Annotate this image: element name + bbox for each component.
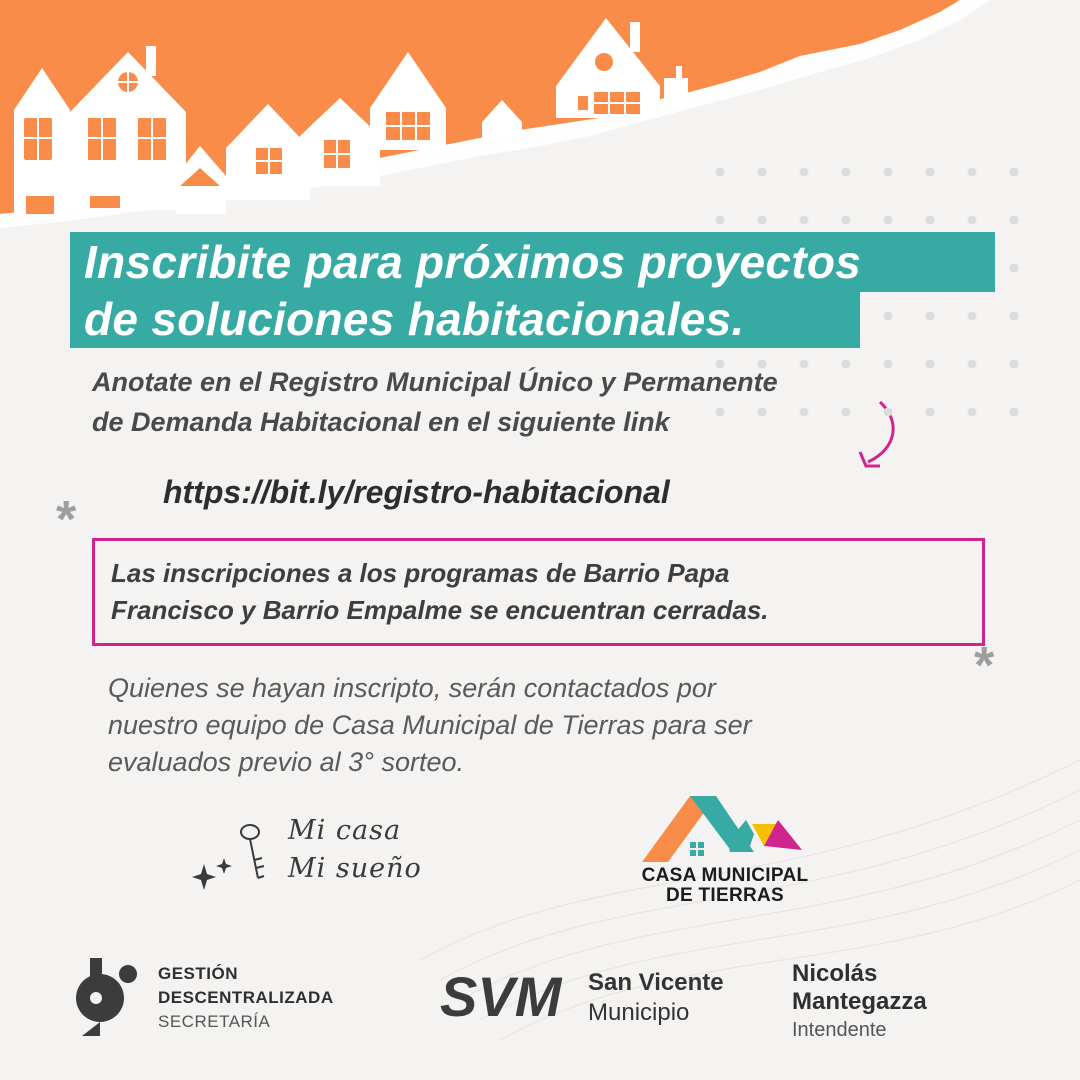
subtitle-line-1: Anotate en el Registro Municipal Único y Permanente (92, 367, 778, 397)
headline-line-2: de soluciones habitacionales. (70, 292, 860, 348)
decorative-dot (842, 216, 851, 225)
decorative-dot (758, 168, 767, 177)
decorative-dot (1010, 216, 1019, 225)
decorative-dot (968, 216, 977, 225)
registration-link[interactable]: https://bit.ly/registro-habitacional (163, 474, 670, 510)
casa-municipal-line-2: DE TIERRAS (665, 885, 785, 906)
key-sparkle-icon (188, 820, 278, 892)
decorative-dot (884, 216, 893, 225)
casa-municipal-line-1: CASA MUNICIPAL (641, 865, 809, 886)
decorative-dot (800, 168, 809, 177)
svm-logo (440, 968, 580, 1024)
municipio-line-1: San Vicente (588, 969, 724, 996)
slogan-line-1: Mi casa (288, 815, 402, 846)
decorative-dot (1010, 408, 1019, 417)
slogan-line-2: Mi sueño (288, 853, 422, 884)
notice-line-1: Las inscripciones a los programas de Barrio Papa (111, 558, 730, 588)
info-line-3: evaluados previo al 3° sorteo. (108, 747, 465, 777)
info-line-2: nuestro equipo de Casa Municipal de Tierras para ser (108, 710, 752, 740)
closed-notice-box (92, 538, 985, 646)
decorative-dot (1010, 264, 1019, 273)
decorative-dot (716, 216, 725, 225)
intendente-last-name: Mantegazza (792, 988, 927, 1015)
intendente-block (792, 960, 927, 1044)
info-line-1: Quienes se hayan inscripto, serán contactados por (108, 673, 716, 703)
gestion-line-3: SECRETARÍA (158, 1012, 271, 1031)
gestion-line-2: DESCENTRALIZADA (158, 988, 334, 1007)
decorative-dot (716, 168, 725, 177)
decorative-dot (800, 216, 809, 225)
slogan (288, 812, 422, 888)
municipio-line-2: Municipio (588, 999, 690, 1026)
decorative-dot (1010, 168, 1019, 177)
decorative-dot (1010, 312, 1019, 321)
subtitle (92, 362, 992, 442)
subtitle-line-2: de Demanda Habitacional en el siguiente link (92, 407, 670, 437)
arrow-head-icon (860, 452, 880, 466)
decorative-dot (758, 216, 767, 225)
info-text (108, 670, 968, 781)
asterisk-icon: * (974, 637, 995, 695)
headline (70, 232, 995, 348)
gestion-line-1: GESTIÓN (158, 964, 239, 983)
decorative-dot (926, 216, 935, 225)
notice-line-2: Francisco y Barrio Empalme se encuentran cerradas. (111, 595, 769, 625)
asterisk-icon: * (56, 491, 77, 549)
gestion-descentralizada-name (158, 962, 334, 1034)
intendente-first-name: Nicolás (792, 960, 878, 987)
decorative-dot (968, 168, 977, 177)
intendente-role: Intendente (792, 1019, 887, 1041)
headline-line-1: Inscribite para próximos proyectos (70, 232, 995, 292)
municipio-name (588, 968, 724, 1028)
svm-logo-text: SVM (440, 968, 562, 1024)
decorative-dot (1010, 360, 1019, 369)
decorative-dot (926, 168, 935, 177)
decorative-dot (884, 168, 893, 177)
decorative-dot (842, 168, 851, 177)
gestion-descentralizada-logo-icon (72, 958, 142, 1036)
casa-municipal-name (610, 866, 840, 906)
